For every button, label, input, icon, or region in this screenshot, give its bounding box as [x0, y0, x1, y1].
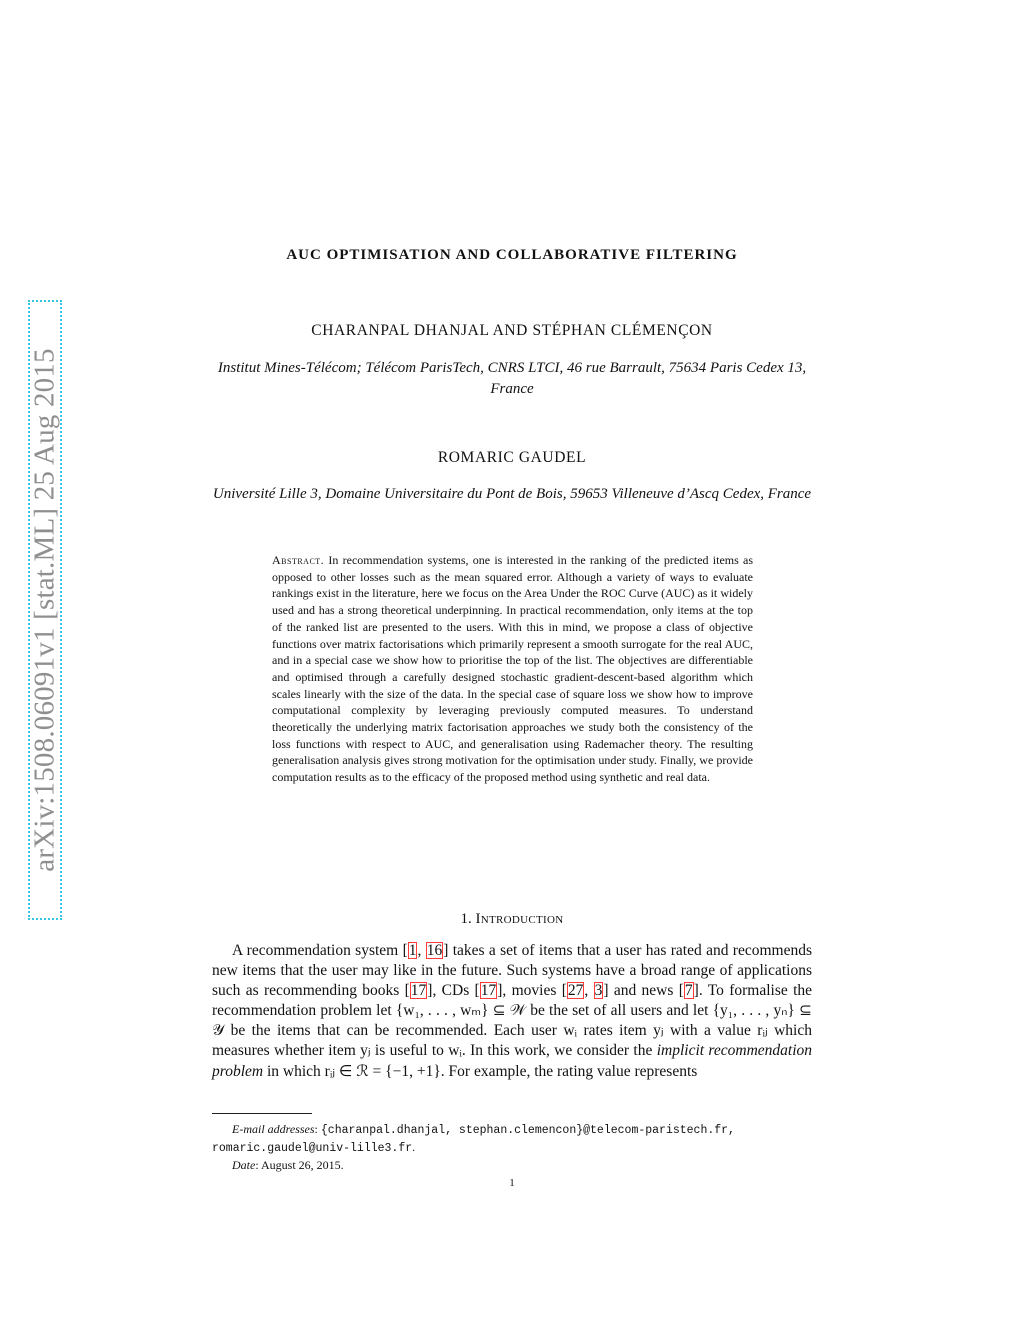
intro-text-7: in which rᵢⱼ ∈ ℛ = {−1, +1}. For example, the rating value represents — [266, 1062, 698, 1080]
abstract — [272, 552, 753, 786]
footnotes — [212, 1121, 812, 1174]
date-label: Date — [232, 1158, 256, 1172]
footnote-rule — [212, 1113, 312, 1114]
citation-link[interactable]: 1 — [408, 942, 417, 959]
abstract-text: In recommendation systems, one is interested in the ranking of the predicted items as opposed to other losses such as the mean squared error. Although a variety of ways to evaluate rankings exist in the literature, here we focus on the Area Under the ROC Curve (AUC) as it widely used and has a strong theoretical underpinning. In practical recommendation, only items at the top of the ranked list are presented to the users. With this in mind, we propose a class of objective functions over matrix factorisations which primarily represent a smooth surrogate for the real AUC, and in a special case we show how to prioritise the top of the list. The objectives are differentiable and optimised through a carefully designed stochastic gradient-descent-based algorithm which scales linearly with the size of the data. In the special case of square loss we show how to improve computational complexity by leveraging previously computed measures. To understand theoretically the underlying matrix factorisation approaches we study both the consistency of the loss functions with respect to AUC, and generalisation using Rademacher theory. The resulting generalisation analysis gives strong motivation for the optimisation under study. Finally, we provide computation results as to the efficacy of the proposed method using synthetic and real data. — [272, 553, 753, 785]
authors-line-1: CHARANPAL DHANJAL AND STÉPHAN CLÉMENÇON — [311, 322, 713, 339]
intro-text-1: A recommendation system — [232, 942, 399, 959]
abstract-label: Abstract. — [272, 553, 325, 567]
email-addresses-1[interactable]: {charanpal.dhanjal, stephan.clemencon}@telecom-paristech.fr, — [320, 1124, 735, 1137]
intro-text-3: , CDs — [432, 982, 470, 1000]
intro-text-6: . To formalise the recommendation problem let {w₁, . . . , wₘ} ⊆ 𝒲 be the set of all users and let {y₁, . . . , yₙ} ⊆ 𝒴 be the items that can be recommended. Each user wᵢ rates item yⱼ with a value rᵢⱼ which measures whether item yⱼ is useful to wᵢ. In this work, we consider the — [212, 982, 813, 1060]
date-value: August 26, 2015. — [261, 1158, 344, 1172]
section-number: 1. — [460, 911, 472, 927]
affiliation-1: Institut Mines-Télécom; Télécom ParisTech, CNRS LTCI, 46 rue Barrault, 75634 Paris Cedex 13, France — [217, 360, 807, 397]
introduction-paragraph: A recommendation system [1, 16] takes a set of items that a user has rated and recommends new items that the user may like in the future. Such systems have a broad range of applications such as recommending books [17], CDs [17], movies [27, 3] and news [7]. To formalise the recommendation problem let {w₁, . . . , wₘ} ⊆ 𝒲 be the set of all users and let {y₁, . . . , yₙ} ⊆ 𝒴 be the items that can be recommended. Each user wᵢ rates item yⱼ with a value rᵢⱼ which measures whether item yⱼ is useful to wᵢ. In this work, we consider the implicit recommendation problem in which rᵢⱼ ∈ ℛ = {−1, +1}. For example, the rating value represents — [212, 942, 813, 1080]
email-addresses-2[interactable]: romaric.gaudel@univ-lille3.fr — [212, 1142, 413, 1155]
citation-link[interactable]: 27 — [567, 982, 584, 1000]
date-footnote: Date: August 26, 2015. — [232, 1158, 344, 1172]
citation-link[interactable]: 7 — [684, 982, 693, 1000]
citation-link[interactable]: 3 — [594, 982, 603, 1000]
arxiv-identifier-text: arXiv:1508.06091v1 [stat.ML] 25 Aug 2015 — [28, 348, 61, 872]
section-heading-introduction — [180, 911, 844, 928]
intro-text-2: takes a set of items that a user has rated and recommends new items that the user may like in the future. Such systems have a broad range of applications such as recommending books — [212, 942, 812, 1000]
section-title: Introduction — [475, 911, 564, 927]
email-footnote-cont: romaric.gaudel@univ-lille3.fr. — [212, 1140, 416, 1155]
affiliation-2: Université Lille 3, Domaine Universitaire du Pont de Bois, 59653 Villeneuve d’Ascq Cedex, France — [212, 486, 812, 502]
arxiv-identifier-stamp[interactable] — [28, 300, 62, 920]
intro-text-4: , movies — [502, 982, 557, 1000]
citation-link[interactable]: 16 — [426, 942, 443, 959]
citation-link[interactable]: 17 — [480, 982, 497, 1000]
authors-line-2: ROMARIC GAUDEL — [437, 449, 587, 466]
paper-title: AUC OPTIMISATION AND COLLABORATIVE FILTERING — [286, 247, 738, 263]
citation-link[interactable]: 17 — [410, 982, 427, 1000]
email-label: E-mail addresses — [232, 1122, 315, 1136]
page-number: 1 — [509, 1177, 515, 1189]
intro-text-5: and news — [613, 982, 674, 1000]
email-footnote: E-mail addresses: {charanpal.dhanjal, stephan.clemencon}@telecom-paristech.fr, — [232, 1122, 735, 1137]
intro-emphasis: implicit recommendation problem — [212, 1042, 813, 1080]
